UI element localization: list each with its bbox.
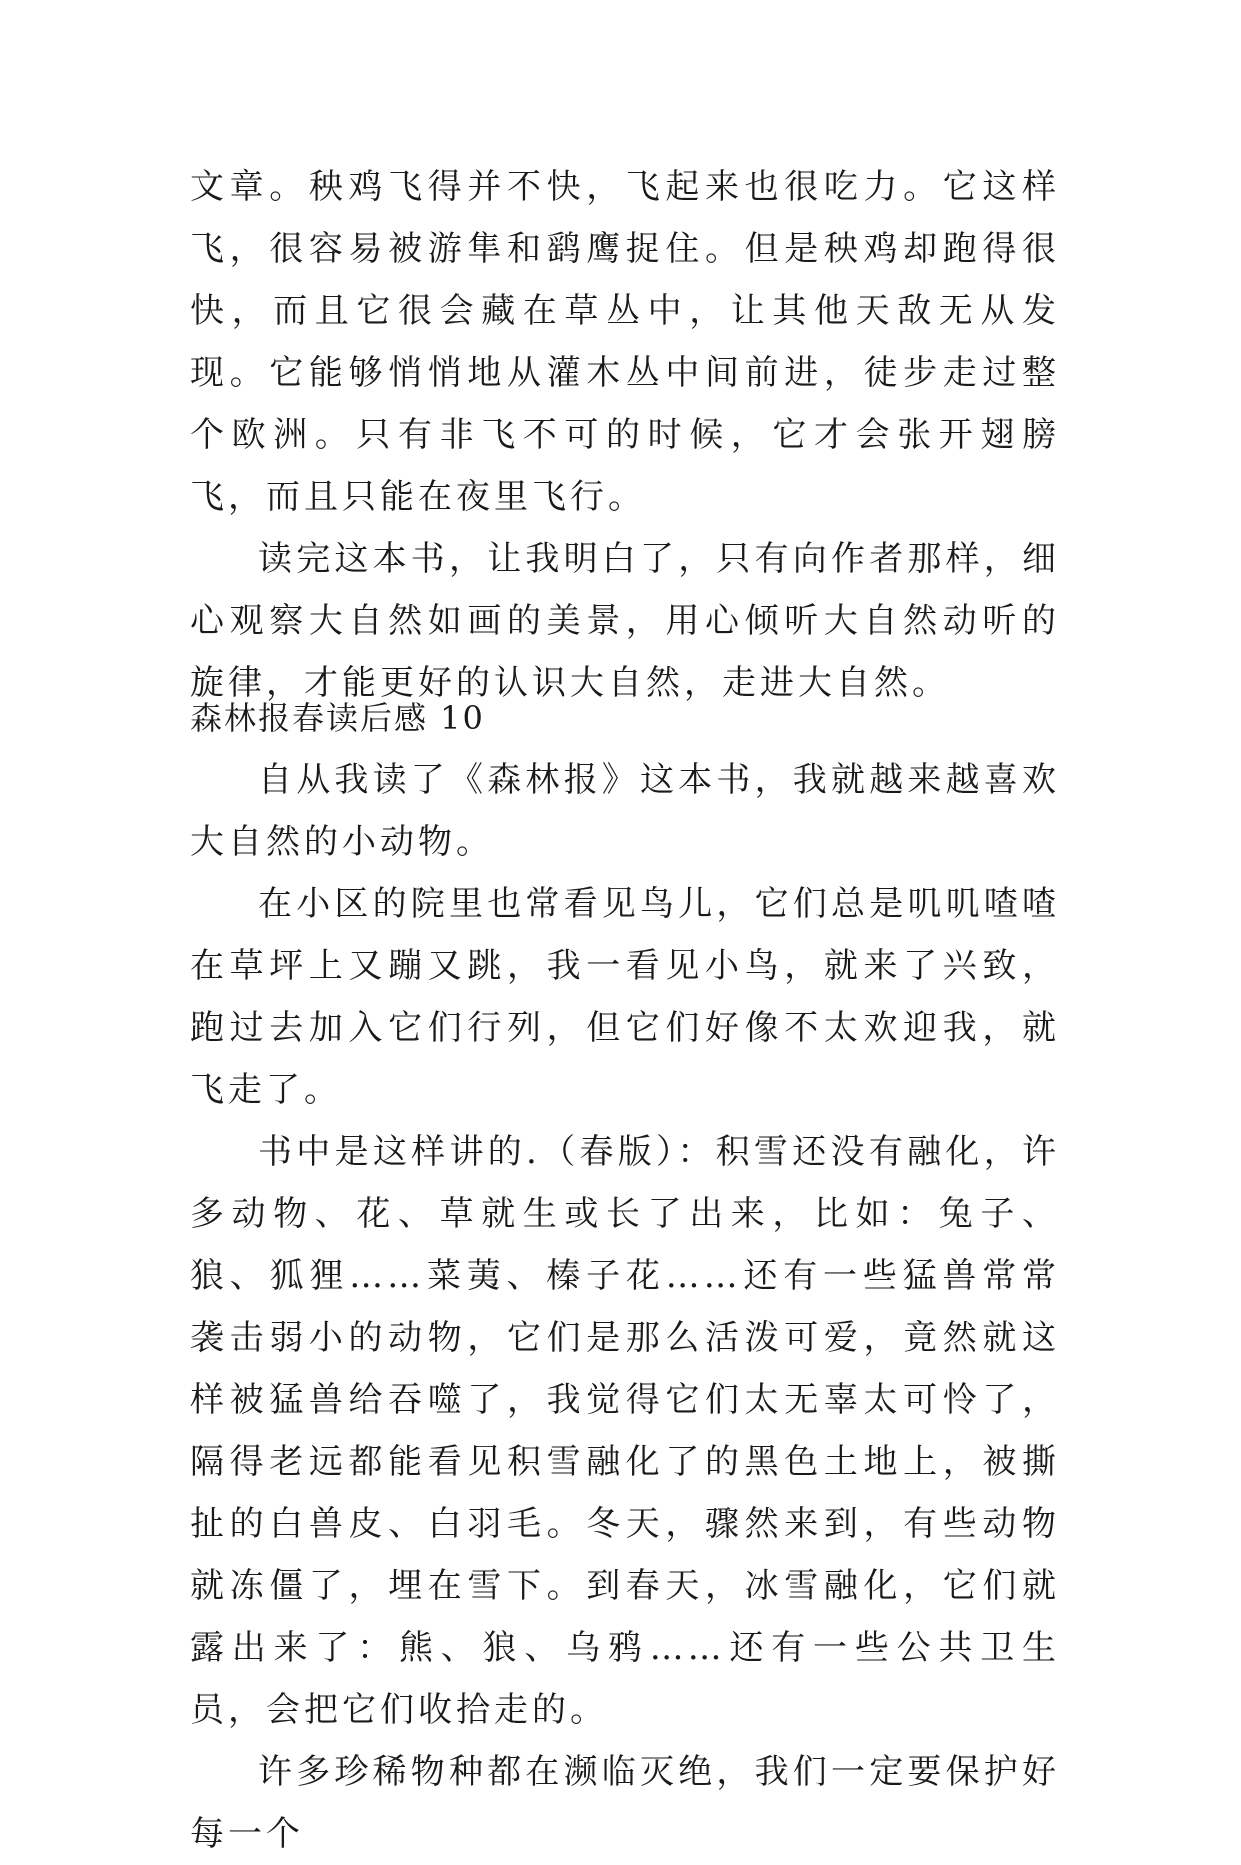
section-paragraph: 书中是这样讲的.（春版）：积雪还没有融化，许多动物、花、草就生或长了出来，比如：兔子、狼、狐狸……菜荑、榛子花……还有一些猛兽常常袭击弱小的动物，它们是那么活泼可爱，竟然就这样被猛兽给吞噬了，我觉得它们太无辜太可怜了，隔得老远都能看见积雪融化了的黑色土地上，被撕扯的白兽皮、白羽毛。冬天，骤然来到，有些动物就冻僵了，埋在雪下。到春天，冰雪融化，它们就露出来了：熊、狼、乌鸦……还有一些公共卫生员，会把它们收拾走的。 bbox=[190, 1132, 1060, 1730]
section-paragraph: 在小区的院里也常看见鸟儿，它们总是叽叽喳喳在草坪上又蹦又跳，我一看见小鸟，就来了兴致，跑过去加入它们行列，但它们好像不太欢迎我，就飞走了。 bbox=[190, 884, 1060, 1110]
section-paragraph: 自从我读了《森林报》这本书，我就越来越喜欢大自然的小动物。 bbox=[190, 760, 1060, 862]
conclusion-paragraph: 读完这本书，让我明白了，只有向作者那样，细心观察大自然如画的美景，用心倾听大自然动听的旋律，才能更好的认识大自然，走进大自然。 bbox=[190, 539, 1060, 703]
text-block-top bbox=[190, 156, 1060, 714]
text-block-section bbox=[190, 749, 1060, 1865]
continuation-paragraph: 文章。秧鸡飞得并不快，飞起来也很吃力。它这样飞，很容易被游隼和鹞鹰捉住。但是秧鸡却跑得很快，而且它很会藏在草丛中，让其他天敌无从发现。它能够悄悄地从灌木丛中间前进，徒步走过整个欧洲。只有非飞不可的时候，它才会张开翅膀飞，而且只能在夜里飞行。 bbox=[190, 167, 1060, 517]
section-title: 森林报春读后感 10 bbox=[190, 699, 485, 737]
section-paragraph: 许多珍稀物种都在濒临灭绝，我们一定要保护好每一个 bbox=[190, 1752, 1060, 1854]
